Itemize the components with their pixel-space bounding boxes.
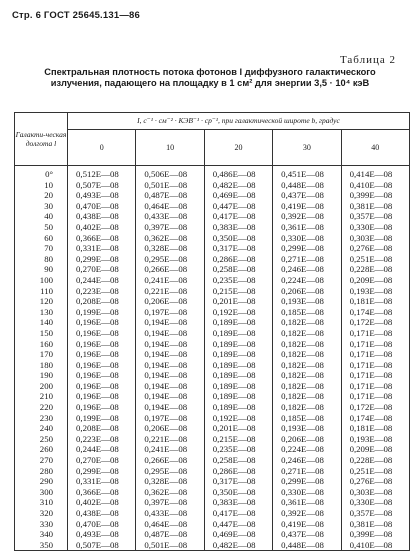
longitude-cell: 140 bbox=[15, 317, 68, 328]
longitude-cell: 30 bbox=[15, 201, 68, 212]
intensity-cell: 0,181E—08 bbox=[341, 423, 409, 434]
intensity-cell: 0,328E—08 bbox=[136, 476, 204, 487]
longitude-cell: 320 bbox=[15, 508, 68, 519]
table-row bbox=[15, 381, 410, 392]
intensity-cell: 0,193E—08 bbox=[273, 423, 341, 434]
intensity-cell: 0,228E—08 bbox=[341, 264, 409, 275]
intensity-cell: 0,194E—08 bbox=[136, 360, 204, 371]
longitude-cell: 300 bbox=[15, 487, 68, 498]
intensity-cell: 0,419E—08 bbox=[273, 519, 341, 530]
intensity-cell: 0,189E—08 bbox=[204, 349, 272, 360]
intensity-cell: 0,299E—08 bbox=[68, 466, 136, 477]
longitude-cell: 50 bbox=[15, 222, 68, 233]
intensity-cell: 0,171E—08 bbox=[341, 370, 409, 381]
intensity-cell: 0,470E—08 bbox=[68, 519, 136, 530]
intensity-cell: 0,437E—08 bbox=[273, 529, 341, 540]
intensity-cell: 0,235E—08 bbox=[204, 275, 272, 286]
table-row bbox=[15, 328, 410, 339]
intensity-cell: 0,362E—08 bbox=[136, 233, 204, 244]
intensity-cell: 0,193E—08 bbox=[341, 286, 409, 297]
intensity-cell: 0,197E—08 bbox=[136, 413, 204, 424]
intensity-cell: 0,506E—08 bbox=[136, 166, 204, 180]
intensity-cell: 0,215E—08 bbox=[204, 286, 272, 297]
intensity-cell: 0,331E—08 bbox=[68, 476, 136, 487]
table-row bbox=[15, 540, 410, 551]
longitude-cell: 260 bbox=[15, 444, 68, 455]
intensity-cell: 0,209E—08 bbox=[341, 275, 409, 286]
longitude-cell: 160 bbox=[15, 339, 68, 350]
table-row bbox=[15, 434, 410, 445]
intensity-cell: 0,171E—08 bbox=[341, 381, 409, 392]
intensity-cell: 0,172E—08 bbox=[341, 317, 409, 328]
intensity-cell: 0,397E—08 bbox=[136, 497, 204, 508]
intensity-cell: 0,193E—08 bbox=[273, 296, 341, 307]
table-row bbox=[15, 243, 410, 254]
table-row bbox=[15, 413, 410, 424]
intensity-cell: 0,276E—08 bbox=[341, 476, 409, 487]
intensity-cell: 0,438E—08 bbox=[68, 211, 136, 222]
intensity-cell: 0,194E—08 bbox=[136, 370, 204, 381]
table-row bbox=[15, 201, 410, 212]
intensity-cell: 0,206E—08 bbox=[273, 434, 341, 445]
intensity-cell: 0,201E—08 bbox=[204, 423, 272, 434]
intensity-cell: 0,366E—08 bbox=[68, 233, 136, 244]
intensity-cell: 0,362E—08 bbox=[136, 487, 204, 498]
table-row bbox=[15, 211, 410, 222]
intensity-cell: 0,270E—08 bbox=[68, 264, 136, 275]
longitude-cell: 220 bbox=[15, 402, 68, 413]
intensity-cell: 0,171E—08 bbox=[341, 339, 409, 350]
intensity-cell: 0,357E—08 bbox=[341, 508, 409, 519]
intensity-cell: 0,451E—08 bbox=[273, 166, 341, 180]
intensity-cell: 0,448E—08 bbox=[273, 180, 341, 191]
intensity-cell: 0,241E—08 bbox=[136, 275, 204, 286]
intensity-cell: 0,201E—08 bbox=[204, 296, 272, 307]
intensity-cell: 0,271E—08 bbox=[273, 466, 341, 477]
longitude-cell: 310 bbox=[15, 497, 68, 508]
intensity-cell: 0,383E—08 bbox=[204, 497, 272, 508]
intensity-cell: 0,299E—08 bbox=[273, 243, 341, 254]
intensity-cell: 0,350E—08 bbox=[204, 487, 272, 498]
intensity-cell: 0,433E—08 bbox=[136, 508, 204, 519]
intensity-cell: 0,171E—08 bbox=[341, 391, 409, 402]
intensity-cell: 0,189E—08 bbox=[204, 339, 272, 350]
longitude-cell: 190 bbox=[15, 370, 68, 381]
table-row bbox=[15, 339, 410, 350]
intensity-cell: 0,402E—08 bbox=[68, 497, 136, 508]
intensity-cell: 0,328E—08 bbox=[136, 243, 204, 254]
intensity-cell: 0,182E—08 bbox=[273, 370, 341, 381]
intensity-cell: 0,235E—08 bbox=[204, 444, 272, 455]
intensity-cell: 0,189E—08 bbox=[204, 317, 272, 328]
table-row bbox=[15, 391, 410, 402]
intensity-cell: 0,361E—08 bbox=[273, 497, 341, 508]
intensity-cell: 0,194E—08 bbox=[136, 381, 204, 392]
intensity-cell: 0,419E—08 bbox=[273, 201, 341, 212]
intensity-cell: 0,192E—08 bbox=[204, 413, 272, 424]
table-row bbox=[15, 264, 410, 275]
intensity-cell: 0,402E—08 bbox=[68, 222, 136, 233]
table-row bbox=[15, 487, 410, 498]
longitude-cell: 60 bbox=[15, 233, 68, 244]
longitude-cell: 240 bbox=[15, 423, 68, 434]
intensity-cell: 0,330E—08 bbox=[341, 497, 409, 508]
intensity-cell: 0,194E—08 bbox=[136, 391, 204, 402]
table-row bbox=[15, 497, 410, 508]
longitude-cell: 150 bbox=[15, 328, 68, 339]
intensity-cell: 0,196E—08 bbox=[68, 370, 136, 381]
intensity-cell: 0,417E—08 bbox=[204, 211, 272, 222]
intensity-cell: 0,174E—08 bbox=[341, 307, 409, 318]
intensity-cell: 0,366E—08 bbox=[68, 487, 136, 498]
intensity-cell: 0,171E—08 bbox=[341, 328, 409, 339]
intensity-cell: 0,399E—08 bbox=[341, 190, 409, 201]
intensity-cell: 0,447E—08 bbox=[204, 519, 272, 530]
intensity-cell: 0,196E—08 bbox=[68, 328, 136, 339]
intensity-cell: 0,189E—08 bbox=[204, 402, 272, 413]
table-row bbox=[15, 286, 410, 297]
intensity-cell: 0,392E—08 bbox=[273, 211, 341, 222]
latitude-header-0: 0 bbox=[68, 129, 136, 165]
intensity-cell: 0,286E—08 bbox=[204, 254, 272, 265]
intensity-cell: 0,215E—08 bbox=[204, 434, 272, 445]
intensity-cell: 0,206E—08 bbox=[136, 296, 204, 307]
intensity-cell: 0,199E—08 bbox=[68, 307, 136, 318]
intensity-cell: 0,194E—08 bbox=[136, 339, 204, 350]
intensity-cell: 0,228E—08 bbox=[341, 455, 409, 466]
intensity-cell: 0,271E—08 bbox=[273, 254, 341, 265]
intensity-cell: 0,196E—08 bbox=[68, 349, 136, 360]
table-row bbox=[15, 476, 410, 487]
intensity-cell: 0,194E—08 bbox=[136, 317, 204, 328]
latitude-header-20: 20 bbox=[204, 129, 272, 165]
intensity-cell: 0,512E—08 bbox=[68, 166, 136, 180]
longitude-cell: 290 bbox=[15, 476, 68, 487]
table-head bbox=[15, 113, 410, 166]
intensity-cell: 0,193E—08 bbox=[341, 434, 409, 445]
intensity-cell: 0,383E—08 bbox=[204, 222, 272, 233]
intensity-cell: 0,223E—08 bbox=[68, 286, 136, 297]
intensity-cell: 0,464E—08 bbox=[136, 519, 204, 530]
intensity-cell: 0,507E—08 bbox=[68, 180, 136, 191]
table-caption: Спектральная плотность потока фотонов I диффузного галактического излучения, падающего на площадку в 1 см² для энергии 3,5 · 10⁴ кэВ bbox=[44, 67, 376, 88]
intensity-cell: 0,487E—08 bbox=[136, 529, 204, 540]
table-row bbox=[15, 508, 410, 519]
longitude-cell: 250 bbox=[15, 434, 68, 445]
intensity-cell: 0,417E—08 bbox=[204, 508, 272, 519]
longitude-cell: 340 bbox=[15, 529, 68, 540]
intensity-cell: 0,414E—08 bbox=[341, 166, 409, 180]
longitude-cell: 90 bbox=[15, 264, 68, 275]
longitude-cell: 40 bbox=[15, 211, 68, 222]
intensity-cell: 0,303E—08 bbox=[341, 233, 409, 244]
intensity-cell: 0,182E—08 bbox=[273, 391, 341, 402]
intensity-cell: 0,397E—08 bbox=[136, 222, 204, 233]
intensity-cell: 0,196E—08 bbox=[68, 402, 136, 413]
intensity-cell: 0,258E—08 bbox=[204, 264, 272, 275]
intensity-cell: 0,196E—08 bbox=[68, 360, 136, 371]
intensity-cell: 0,246E—08 bbox=[273, 455, 341, 466]
table-row bbox=[15, 360, 410, 371]
intensity-cell: 0,470E—08 bbox=[68, 201, 136, 212]
intensity-cell: 0,185E—08 bbox=[273, 307, 341, 318]
table-row bbox=[15, 402, 410, 413]
table-number: Таблица 2 bbox=[339, 54, 396, 66]
table-row bbox=[15, 254, 410, 265]
table-row bbox=[15, 233, 410, 244]
table-row bbox=[15, 222, 410, 233]
longitude-cell: 200 bbox=[15, 381, 68, 392]
intensity-group-header: I, с⁻¹ · см⁻² · КЭВ⁻¹ · ср⁻¹, при галактической широте b, градус bbox=[68, 113, 410, 130]
intensity-cell: 0,196E—08 bbox=[68, 317, 136, 328]
intensity-cell: 0,182E—08 bbox=[273, 349, 341, 360]
intensity-cell: 0,469E—08 bbox=[204, 190, 272, 201]
intensity-cell: 0,410E—08 bbox=[341, 540, 409, 551]
latitude-header-30: 30 bbox=[273, 129, 341, 165]
longitude-cell: 270 bbox=[15, 455, 68, 466]
intensity-cell: 0,266E—08 bbox=[136, 455, 204, 466]
longitude-cell: 230 bbox=[15, 413, 68, 424]
longitude-cell: 350 bbox=[15, 540, 68, 551]
table-row bbox=[15, 190, 410, 201]
intensity-cell: 0,189E—08 bbox=[204, 381, 272, 392]
intensity-cell: 0,295E—08 bbox=[136, 254, 204, 265]
table-row bbox=[15, 166, 410, 180]
table-row bbox=[15, 275, 410, 286]
intensity-cell: 0,181E—08 bbox=[341, 296, 409, 307]
intensity-cell: 0,221E—08 bbox=[136, 434, 204, 445]
intensity-cell: 0,241E—08 bbox=[136, 444, 204, 455]
longitude-cell: 100 bbox=[15, 275, 68, 286]
latitude-header-10: 10 bbox=[136, 129, 204, 165]
intensity-cell: 0,182E—08 bbox=[273, 381, 341, 392]
longitude-cell: 130 bbox=[15, 307, 68, 318]
table-row bbox=[15, 466, 410, 477]
intensity-cell: 0,194E—08 bbox=[136, 328, 204, 339]
intensity-cell: 0,469E—08 bbox=[204, 529, 272, 540]
intensity-cell: 0,493E—08 bbox=[68, 190, 136, 201]
intensity-cell: 0,171E—08 bbox=[341, 360, 409, 371]
intensity-cell: 0,244E—08 bbox=[68, 275, 136, 286]
longitude-cell: 280 bbox=[15, 466, 68, 477]
longitude-cell: 170 bbox=[15, 349, 68, 360]
intensity-cell: 0,251E—08 bbox=[341, 254, 409, 265]
intensity-cell: 0,299E—08 bbox=[273, 476, 341, 487]
intensity-cell: 0,507E—08 bbox=[68, 540, 136, 551]
intensity-cell: 0,197E—08 bbox=[136, 307, 204, 318]
table-row bbox=[15, 307, 410, 318]
intensity-cell: 0,493E—08 bbox=[68, 529, 136, 540]
table-row bbox=[15, 444, 410, 455]
table-row bbox=[15, 317, 410, 328]
intensity-cell: 0,182E—08 bbox=[273, 328, 341, 339]
intensity-cell: 0,171E—08 bbox=[341, 349, 409, 360]
data-table bbox=[14, 112, 410, 551]
table-row bbox=[15, 455, 410, 466]
intensity-cell: 0,209E—08 bbox=[341, 444, 409, 455]
intensity-cell: 0,350E—08 bbox=[204, 233, 272, 244]
intensity-cell: 0,317E—08 bbox=[204, 243, 272, 254]
intensity-cell: 0,244E—08 bbox=[68, 444, 136, 455]
intensity-cell: 0,330E—08 bbox=[273, 487, 341, 498]
intensity-cell: 0,199E—08 bbox=[68, 413, 136, 424]
intensity-cell: 0,194E—08 bbox=[136, 402, 204, 413]
intensity-cell: 0,317E—08 bbox=[204, 476, 272, 487]
table-row bbox=[15, 296, 410, 307]
intensity-cell: 0,433E—08 bbox=[136, 211, 204, 222]
longitude-cell: 210 bbox=[15, 391, 68, 402]
intensity-cell: 0,482E—08 bbox=[204, 540, 272, 551]
intensity-cell: 0,361E—08 bbox=[273, 222, 341, 233]
header-row-latitudes bbox=[15, 129, 410, 165]
intensity-cell: 0,438E—08 bbox=[68, 508, 136, 519]
intensity-cell: 0,221E—08 bbox=[136, 286, 204, 297]
intensity-cell: 0,501E—08 bbox=[136, 180, 204, 191]
longitude-column-header: Галакти-ческая долгота l bbox=[15, 113, 68, 166]
intensity-cell: 0,464E—08 bbox=[136, 201, 204, 212]
intensity-cell: 0,196E—08 bbox=[68, 391, 136, 402]
intensity-cell: 0,182E—08 bbox=[273, 402, 341, 413]
longitude-cell: 20 bbox=[15, 190, 68, 201]
intensity-cell: 0,174E—08 bbox=[341, 413, 409, 424]
table-row bbox=[15, 423, 410, 434]
header-row-group bbox=[15, 113, 410, 130]
intensity-cell: 0,251E—08 bbox=[341, 466, 409, 477]
table-row bbox=[15, 519, 410, 530]
intensity-cell: 0,196E—08 bbox=[68, 381, 136, 392]
longitude-cell: 10 bbox=[15, 180, 68, 191]
longitude-cell: 70 bbox=[15, 243, 68, 254]
intensity-cell: 0,381E—08 bbox=[341, 519, 409, 530]
longitude-cell: 330 bbox=[15, 519, 68, 530]
table-row bbox=[15, 370, 410, 381]
longitude-cell: 120 bbox=[15, 296, 68, 307]
intensity-cell: 0,258E—08 bbox=[204, 455, 272, 466]
intensity-cell: 0,206E—08 bbox=[136, 423, 204, 434]
page-header: Стр. 6 ГОСТ 25645.131—86 bbox=[12, 10, 141, 21]
intensity-cell: 0,189E—08 bbox=[204, 391, 272, 402]
latitude-header-40: 40 bbox=[341, 129, 409, 165]
intensity-cell: 0,399E—08 bbox=[341, 529, 409, 540]
intensity-cell: 0,246E—08 bbox=[273, 264, 341, 275]
table-row bbox=[15, 180, 410, 191]
intensity-cell: 0,299E—08 bbox=[68, 254, 136, 265]
intensity-cell: 0,189E—08 bbox=[204, 370, 272, 381]
intensity-cell: 0,276E—08 bbox=[341, 243, 409, 254]
intensity-cell: 0,447E—08 bbox=[204, 201, 272, 212]
intensity-cell: 0,182E—08 bbox=[273, 360, 341, 371]
intensity-cell: 0,266E—08 bbox=[136, 264, 204, 275]
intensity-cell: 0,330E—08 bbox=[273, 233, 341, 244]
intensity-cell: 0,286E—08 bbox=[204, 466, 272, 477]
intensity-cell: 0,172E—08 bbox=[341, 402, 409, 413]
intensity-cell: 0,295E—08 bbox=[136, 466, 204, 477]
longitude-cell: 110 bbox=[15, 286, 68, 297]
intensity-cell: 0,486E—08 bbox=[204, 166, 272, 180]
intensity-cell: 0,501E—08 bbox=[136, 540, 204, 551]
intensity-cell: 0,182E—08 bbox=[273, 339, 341, 350]
intensity-cell: 0,185E—08 bbox=[273, 413, 341, 424]
intensity-cell: 0,448E—08 bbox=[273, 540, 341, 551]
intensity-cell: 0,303E—08 bbox=[341, 487, 409, 498]
intensity-cell: 0,331E—08 bbox=[68, 243, 136, 254]
intensity-cell: 0,487E—08 bbox=[136, 190, 204, 201]
intensity-cell: 0,208E—08 bbox=[68, 296, 136, 307]
longitude-cell: 0° bbox=[15, 166, 68, 180]
intensity-cell: 0,437E—08 bbox=[273, 190, 341, 201]
intensity-cell: 0,357E—08 bbox=[341, 211, 409, 222]
intensity-cell: 0,392E—08 bbox=[273, 508, 341, 519]
intensity-cell: 0,194E—08 bbox=[136, 349, 204, 360]
table-body bbox=[15, 166, 410, 551]
intensity-cell: 0,208E—08 bbox=[68, 423, 136, 434]
intensity-cell: 0,206E—08 bbox=[273, 286, 341, 297]
intensity-cell: 0,224E—08 bbox=[273, 444, 341, 455]
intensity-cell: 0,223E—08 bbox=[68, 434, 136, 445]
intensity-cell: 0,381E—08 bbox=[341, 201, 409, 212]
intensity-cell: 0,330E—08 bbox=[341, 222, 409, 233]
table-row bbox=[15, 349, 410, 360]
intensity-cell: 0,189E—08 bbox=[204, 328, 272, 339]
table-row bbox=[15, 529, 410, 540]
intensity-cell: 0,189E—08 bbox=[204, 360, 272, 371]
intensity-cell: 0,270E—08 bbox=[68, 455, 136, 466]
intensity-cell: 0,192E—08 bbox=[204, 307, 272, 318]
intensity-cell: 0,224E—08 bbox=[273, 275, 341, 286]
longitude-cell: 80 bbox=[15, 254, 68, 265]
intensity-cell: 0,482E—08 bbox=[204, 180, 272, 191]
longitude-cell: 180 bbox=[15, 360, 68, 371]
intensity-cell: 0,182E—08 bbox=[273, 317, 341, 328]
intensity-cell: 0,196E—08 bbox=[68, 339, 136, 350]
intensity-cell: 0,410E—08 bbox=[341, 180, 409, 191]
